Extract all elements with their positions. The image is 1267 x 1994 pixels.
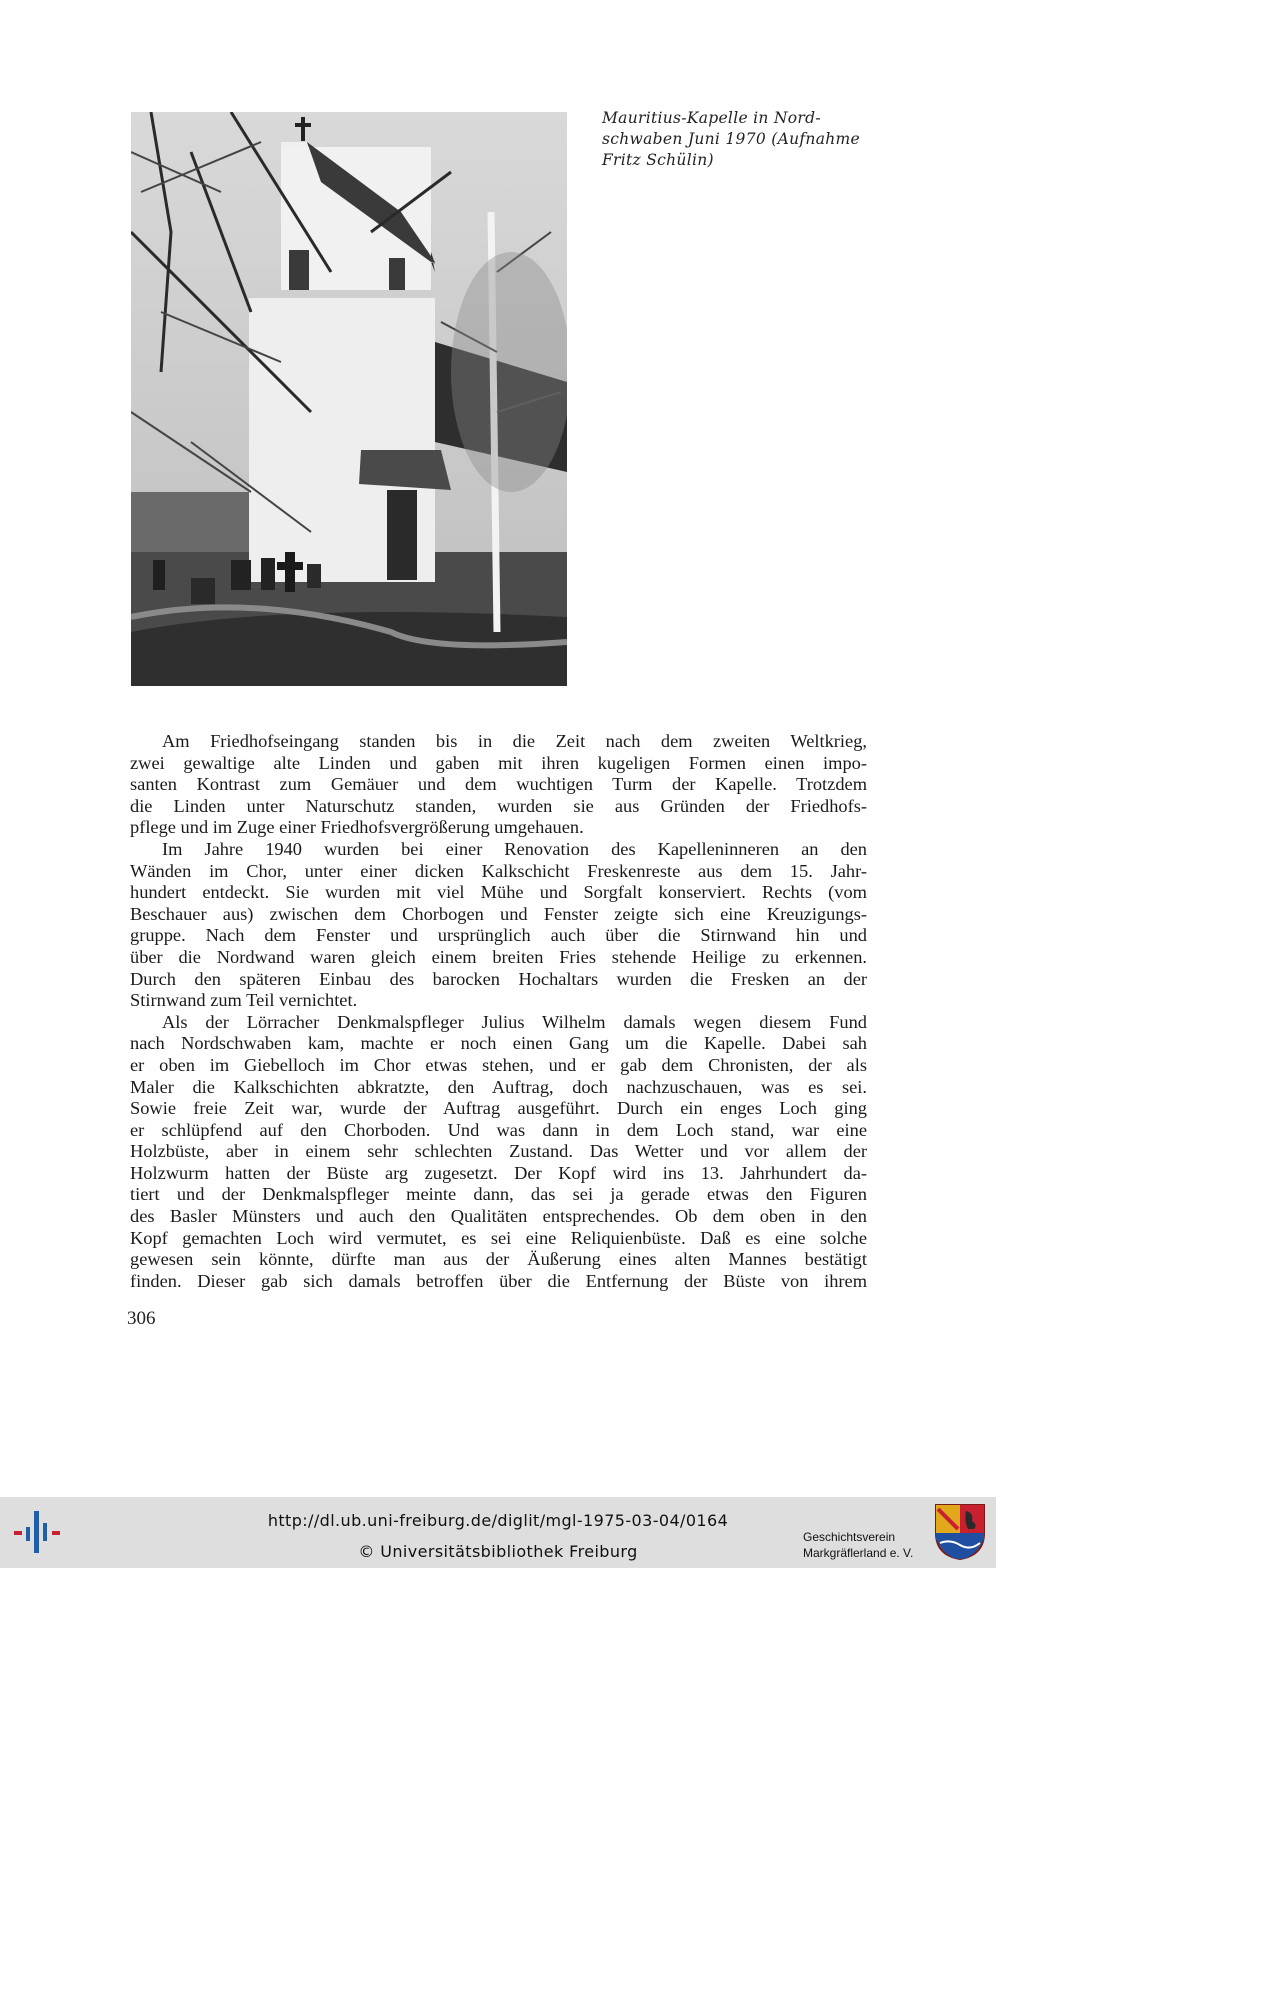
text-line: finden. Dieser gab sich damals betroffen über die Entfernung der Büste von ihrem [130,1270,867,1291]
text-line: er oben im Giebelloch im Chor etwas stehen, und er gab dem Chronisten, der als [130,1054,867,1075]
text-line: gruppe. Nach dem Fenster und ursprünglich auch über die Stirnwand hin und [130,925,867,946]
chapel-photo-art [131,112,567,686]
chapel-photograph [131,112,567,686]
text-line: Holzwurm hatten der Büste arg zugesetzt. Der Kopf wird ins 13. Jahrhundert da- [130,1162,867,1183]
publisher-line: Geschichtsverein [803,1530,896,1544]
text-line: Sowie freie Zeit war, wurde der Auftrag ausgeführt. Durch ein enges Loch ging [130,1098,867,1119]
publisher-line: Markgräflerland e. V. [803,1546,914,1560]
document-url-link[interactable]: http://dl.ub.uni-freiburg.de/diglit/mgl-1975-03-04/0164 [267,1511,729,1530]
text-line: über die Nordwand waren gleich einem breiten Fries stehende Heilige zu erkennen. [130,946,867,967]
text-line: santen Kontrast zum Gemäuer und dem wuchtigen Turm der Kapelle. Trotzdem [130,774,867,795]
text-line: hundert entdeckt. Sie wurden mit viel Mühe und Sorgfalt konserviert. Rechts (vom [130,882,867,903]
text-line: gewesen sein könnte, dürfte man aus der Äußerung eines alten Mannes bestätigt [130,1249,867,1270]
text-line: zwei gewaltige alte Linden und gaben mit ihren kugeligen Formen einen impo- [130,752,867,773]
text-line: nach Nordschwaben kam, machte er noch einen Gang um die Kapelle. Dabei sah [130,1033,867,1054]
text-line: Stirnwand zum Teil vernichtet. [130,990,358,1011]
footer-bar [0,1497,996,1568]
text-line: Wänden im Chor, unter einer dicken Kalkschicht Freskenreste aus dem 15. Jahr- [130,860,867,881]
text-line: Beschauer aus) zwischen dem Chorbogen und Fenster zeigte sich eine Kreuzigungs- [130,903,867,924]
article-body [130,731,867,1292]
caption-line: Fritz Schülin) [602,151,714,169]
text-line: Maler die Kalkschichten abkratzte, den Auftrag, doch nachzuschauen, was es sei. [130,1076,867,1097]
text-line: Im Jahre 1940 wurden bei einer Renovation des Kapelleninneren an den [162,838,867,859]
text-line: Kopf gemachten Loch wird vermutet, es sei eine Reliquienbüste. Daß es eine solche [130,1227,867,1248]
caption-line: Mauritius-Kapelle in Nord- [602,109,821,127]
text-line: des Basler Münsters und auch den Qualitäten entsprechendes. Ob dem oben in den [130,1206,867,1227]
photo-caption [602,108,864,171]
copyright-notice: © Universitätsbibliothek Freiburg [358,1542,638,1561]
text-line: pflege und im Zuge einer Friedhofsvergrößerung umgehauen. [130,817,584,838]
publisher-name [803,1529,933,1561]
text-line: er schlüpfend auf den Chorboden. Und was dann in dem Loch stand, war eine [130,1119,867,1140]
caption-line: schwaben Juni 1970 (Aufnahme [602,130,861,148]
text-line: Durch den späteren Einbau des barocken Hochaltars wurden die Fresken an der [130,968,867,989]
text-line: Holzbüste, aber in einem sehr schlechten Zustand. Das Wetter und vor allem der [130,1141,867,1162]
text-line: Als der Lörracher Denkmalspfleger Julius Wilhelm damals wegen diesem Fund [162,1011,867,1032]
text-line: tiert und der Denkmalspfleger meinte dann, das sei ja gerade etwas den Figuren [130,1184,867,1205]
text-line: Am Friedhofseingang standen bis in die Zeit nach dem zweiten Weltkrieg, [162,731,867,751]
page-number: 306 [127,1308,156,1329]
text-line: die Linden unter Naturschutz standen, wurden sie aus Gründen der Friedhofs- [130,795,867,816]
coat-of-arms-icon [934,1503,986,1561]
